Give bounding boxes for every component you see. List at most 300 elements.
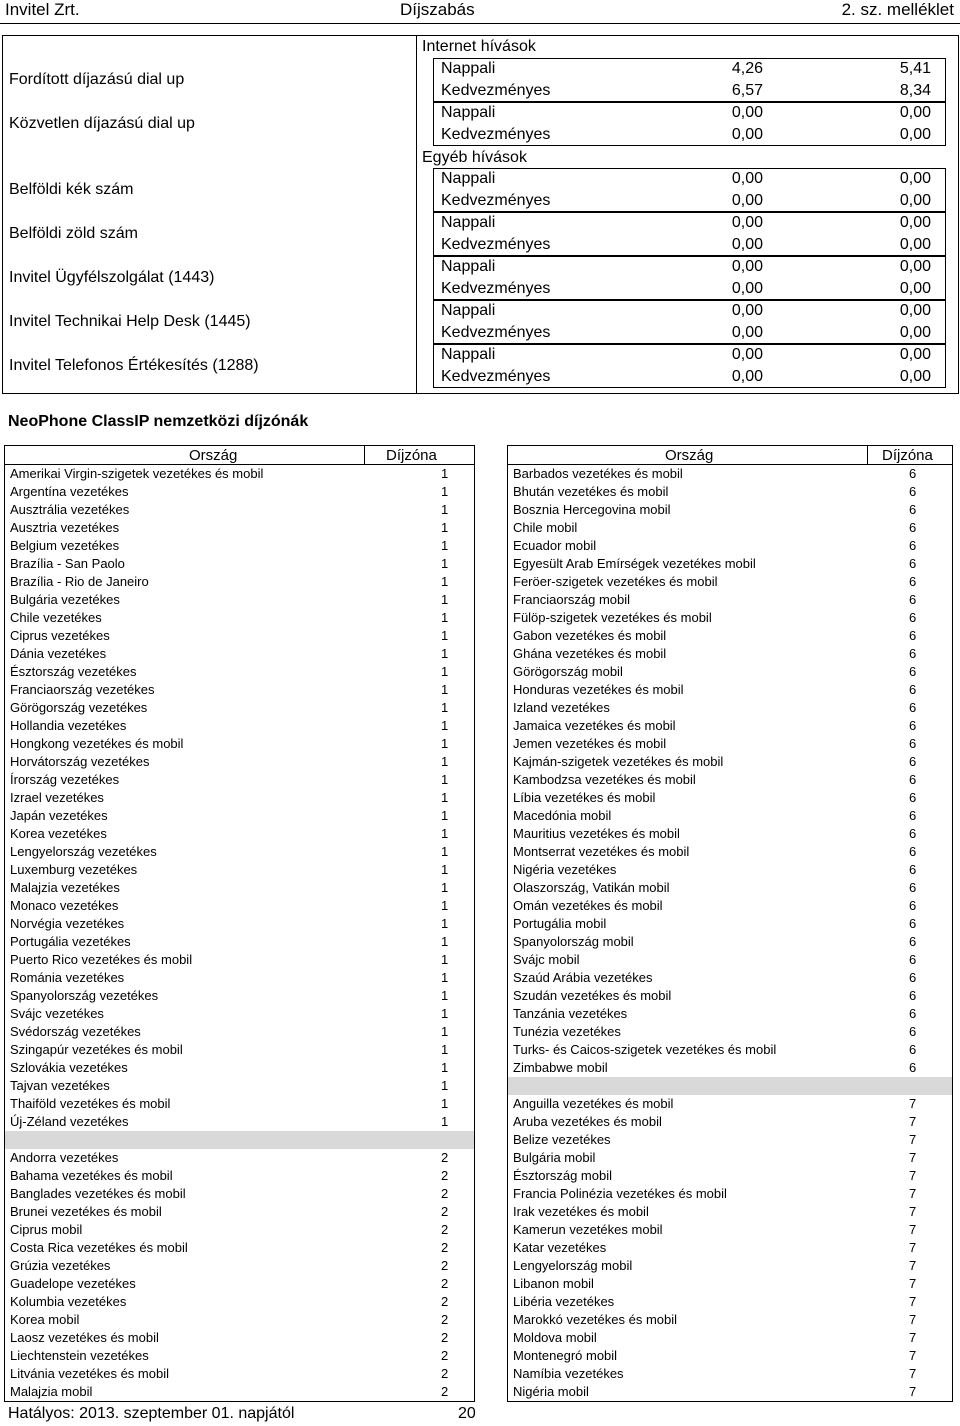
pricing-group-label: Belföldi kék szám (9, 181, 134, 198)
zone-cell: 6 (909, 520, 917, 535)
table-row (508, 1167, 952, 1185)
zone-cell: 2 (441, 1240, 449, 1255)
table-row (5, 1005, 474, 1023)
zone-cell: 6 (909, 952, 917, 967)
table-row (508, 537, 952, 555)
zone-cell: 1 (441, 754, 449, 769)
rate-value-net: 0,00 (731, 324, 763, 341)
country-cell: Honduras vezetékes és mobil (513, 682, 684, 697)
table-row (508, 1347, 952, 1365)
table-row (508, 1311, 952, 1329)
table-row (508, 609, 952, 627)
zone-cell: 1 (441, 682, 449, 697)
country-cell: Kamerun vezetékes mobil (513, 1222, 663, 1237)
zone-cell: 6 (909, 556, 917, 571)
country-cell: Spanyolország mobil (513, 934, 634, 949)
zone-cell: 6 (909, 772, 917, 787)
table-row (5, 753, 474, 771)
zone-cell: 7 (909, 1366, 917, 1381)
table-row (5, 717, 474, 735)
table-row (5, 1329, 474, 1347)
table-row (508, 1365, 952, 1383)
country-cell: Bhután vezetékes és mobil (513, 484, 669, 499)
zone-cell: 1 (441, 898, 449, 913)
country-cell: Jamaica vezetékes és mobil (513, 718, 676, 733)
zone-table-left (4, 445, 475, 1402)
country-cell: Szlovákia vezetékes (10, 1060, 128, 1075)
country-cell: Svájc vezetékes (10, 1006, 104, 1021)
zone-cell: 6 (909, 1060, 917, 1075)
pricing-row (433, 278, 953, 300)
rate-value-gross: 0,00 (899, 192, 931, 209)
table-row (508, 789, 952, 807)
zone-cell: 6 (909, 538, 917, 553)
zone-cell: 1 (441, 1006, 449, 1021)
table-row (5, 1149, 474, 1167)
zone-cell: 1 (441, 466, 449, 481)
zone-cell: 6 (909, 610, 917, 625)
table-row (508, 717, 952, 735)
effective-date: Hatályos: 2013. szeptember 01. napjától (8, 1405, 295, 1422)
rate-value-net: 0,00 (731, 368, 763, 385)
zone-cell: 1 (441, 934, 449, 949)
country-cell: Szudán vezetékes és mobil (513, 988, 672, 1003)
pricing-row (433, 344, 953, 366)
zone-cell: 7 (909, 1312, 917, 1327)
table-row (508, 753, 952, 771)
table-row (508, 915, 952, 933)
rate-value-gross: 0,00 (899, 324, 931, 341)
zone-cell: 2 (441, 1384, 449, 1399)
pricing-group-label: Belföldi zöld szám (9, 225, 138, 242)
zone-cell: 6 (909, 808, 917, 823)
table-row (508, 663, 952, 681)
rate-value-net: 0,00 (731, 302, 763, 319)
rate-value-gross: 0,00 (899, 126, 931, 143)
table-row (5, 483, 474, 501)
country-cell: Líbia vezetékes és mobil (513, 790, 656, 805)
zone-cell: 1 (441, 880, 449, 895)
table-row (508, 1329, 952, 1347)
table-row (508, 1095, 952, 1113)
country-cell: Franciaország vezetékes (10, 682, 155, 697)
country-cell: Bahama vezetékes és mobil (10, 1168, 173, 1183)
zone-cell: 6 (909, 988, 917, 1003)
country-cell: Gabon vezetékes és mobil (513, 628, 667, 643)
pricing-group-label: Fordított díjazású dial up (9, 71, 185, 88)
country-cell: Grúzia vezetékes (10, 1258, 111, 1273)
table-row (5, 681, 474, 699)
table-row (5, 1365, 474, 1383)
country-cell: Ciprus vezetékes (10, 628, 110, 643)
rate-type: Kedvezményes (441, 324, 551, 341)
zone-cell: 7 (909, 1222, 917, 1237)
table-row (508, 1239, 952, 1257)
country-cell: Feröer-szigetek vezetékes és mobil (513, 574, 718, 589)
country-cell: Laosz vezetékes és mobil (10, 1330, 159, 1345)
zone-table-right (507, 445, 953, 1402)
zone-cell: 7 (909, 1258, 917, 1273)
country-cell: Ecuador mobil (513, 538, 597, 553)
country-cell: Aruba vezetékes és mobil (513, 1114, 662, 1129)
country-cell: Svájc mobil (513, 952, 580, 967)
country-cell: Andorra vezetékes (10, 1150, 119, 1165)
country-cell: Spanyolország vezetékes (10, 988, 159, 1003)
table-row (508, 1131, 952, 1149)
country-cell: Kambodzsa vezetékes és mobil (513, 772, 696, 787)
zone-cell: 1 (441, 1078, 449, 1093)
zone-cell: 7 (909, 1240, 917, 1255)
zone-cell: 1 (441, 1114, 449, 1129)
zone-cell: 2 (441, 1150, 449, 1165)
country-cell: Katar vezetékes (513, 1240, 607, 1255)
zone-cell: 2 (441, 1348, 449, 1363)
table-row (5, 609, 474, 627)
table-row (5, 915, 474, 933)
table-row (508, 933, 952, 951)
table-row (508, 951, 952, 969)
pricing-row (433, 80, 953, 102)
pricing-row (433, 322, 953, 344)
zone-cell: 1 (441, 592, 449, 607)
country-cell: Banglades vezetékes és mobil (10, 1186, 186, 1201)
country-cell: Luxemburg vezetékes (10, 862, 138, 877)
zone-cell: 6 (909, 754, 917, 769)
zone-cell: 6 (909, 646, 917, 661)
zone-cell: 1 (441, 520, 449, 535)
country-cell: Izrael vezetékes (10, 790, 104, 805)
table-row (508, 465, 952, 483)
country-cell: Costa Rica vezetékes és mobil (10, 1240, 188, 1255)
rate-value-net: 0,00 (731, 258, 763, 275)
pricing-group-label: Invitel Ügyfélszolgálat (1443) (9, 269, 215, 286)
country-cell: Tanzánia vezetékes (513, 1006, 628, 1021)
zone-cell: 1 (441, 1096, 449, 1111)
table-row (5, 1167, 474, 1185)
country-cell: Zimbabwe mobil (513, 1060, 608, 1075)
table-row (5, 627, 474, 645)
table-row (5, 465, 474, 483)
country-cell: Lengyelország vezetékes (10, 844, 157, 859)
table-row (508, 969, 952, 987)
zone-cell: 1 (441, 826, 449, 841)
table-row (508, 1149, 952, 1167)
rate-type: Kedvezményes (441, 126, 551, 143)
rate-type: Nappali (441, 104, 496, 121)
country-cell: Svédország vezetékes (10, 1024, 141, 1039)
country-cell: Brazília - San Paolo (10, 556, 125, 571)
zone-cell: 7 (909, 1150, 917, 1165)
country-cell: Irak vezetékes és mobil (513, 1204, 649, 1219)
document-title: Díjszabás (400, 0, 475, 19)
zone-cell: 7 (909, 1276, 917, 1291)
country-cell: Argentína vezetékes (10, 484, 129, 499)
pricing-row (433, 168, 953, 190)
country-cell: Korea mobil (10, 1312, 80, 1327)
country-cell: Olaszország, Vatikán mobil (513, 880, 670, 895)
col-zone-header: Díjzóna (386, 447, 437, 464)
country-cell: Izland vezetékes (513, 700, 610, 715)
table-row (5, 573, 474, 591)
page-number: 20 (458, 1405, 476, 1422)
table-row (508, 681, 952, 699)
rate-value-gross: 0,00 (899, 368, 931, 385)
zone-cell: 6 (909, 844, 917, 859)
country-cell: Belgium vezetékes (10, 538, 120, 553)
country-cell: Románia vezetékes (10, 970, 125, 985)
zone-cell: 1 (441, 502, 449, 517)
country-cell: Omán vezetékes és mobil (513, 898, 663, 913)
zone-cell: 6 (909, 970, 917, 985)
country-cell: Ausztria vezetékes (10, 520, 120, 535)
zone-cell: 1 (441, 1060, 449, 1075)
pricing-row (433, 366, 953, 388)
country-cell: Moldova mobil (513, 1330, 597, 1345)
table-row (5, 663, 474, 681)
table-row (5, 1041, 474, 1059)
table-row (5, 789, 474, 807)
table-row (508, 1059, 952, 1077)
zone-cell: 6 (909, 466, 917, 481)
zone-cell: 1 (441, 700, 449, 715)
zone-cell: 1 (441, 538, 449, 553)
table-row (508, 879, 952, 897)
zone-cell: 7 (909, 1348, 917, 1363)
table-row (508, 483, 952, 501)
page-footer (8, 1405, 958, 1425)
zone-cell: 2 (441, 1258, 449, 1273)
table-row (5, 1023, 474, 1041)
country-cell: Anguilla vezetékes és mobil (513, 1096, 674, 1111)
zone-cell: 1 (441, 628, 449, 643)
rate-value-gross: 0,00 (899, 302, 931, 319)
table-row (508, 1383, 952, 1401)
zone-cell: 1 (441, 844, 449, 859)
table-row (5, 969, 474, 987)
country-cell: Brunei vezetékes és mobil (10, 1204, 162, 1219)
country-cell: Macedónia mobil (513, 808, 612, 823)
table-row (508, 1005, 952, 1023)
country-cell: Lengyelország mobil (513, 1258, 633, 1273)
table-row (508, 843, 952, 861)
zone-cell: 2 (441, 1168, 449, 1183)
table-row (508, 501, 952, 519)
country-cell: Puerto Rico vezetékes és mobil (10, 952, 193, 967)
rate-type: Nappali (441, 60, 496, 77)
rate-type: Kedvezményes (441, 280, 551, 297)
zone-cell: 6 (909, 1024, 917, 1039)
zone-cell: 6 (909, 790, 917, 805)
table-row (5, 1077, 474, 1095)
table-row (508, 825, 952, 843)
country-cell: Új-Zéland vezetékes (10, 1114, 129, 1129)
rate-value-gross: 5,41 (899, 60, 931, 77)
separator-row (508, 1077, 952, 1095)
table-header (507, 445, 953, 465)
rate-value-net: 0,00 (731, 236, 763, 253)
table-row (508, 1113, 952, 1131)
rate-type: Nappali (441, 258, 496, 275)
table-body (4, 465, 475, 1402)
country-cell: Francia Polinézia vezetékes és mobil (513, 1186, 727, 1201)
country-cell: Mauritius vezetékes és mobil (513, 826, 680, 841)
zone-cell: 6 (909, 934, 917, 949)
country-cell: Jemen vezetékes és mobil (513, 736, 667, 751)
rate-value-gross: 0,00 (899, 104, 931, 121)
zone-cell: 6 (909, 880, 917, 895)
pricing-table (2, 35, 959, 394)
table-row (508, 519, 952, 537)
pricing-row (433, 256, 953, 278)
table-row (508, 555, 952, 573)
country-cell: Japán vezetékes (10, 808, 108, 823)
zone-cell: 1 (441, 790, 449, 805)
rate-type: Kedvezményes (441, 368, 551, 385)
country-cell: Hollandia vezetékes (10, 718, 127, 733)
table-row (5, 807, 474, 825)
country-cell: Portugália vezetékes (10, 934, 131, 949)
zone-cell: 1 (441, 556, 449, 571)
rate-type: Nappali (441, 302, 496, 319)
country-cell: Norvégia vezetékes (10, 916, 125, 931)
rate-type: Kedvezményes (441, 82, 551, 99)
zone-cell: 6 (909, 916, 917, 931)
company-name: Invitel Zrt. (5, 0, 80, 19)
country-cell: Chile vezetékes (10, 610, 102, 625)
zone-cell: 2 (441, 1330, 449, 1345)
pricing-row (433, 300, 953, 322)
zone-cell: 1 (441, 718, 449, 733)
zone-cell: 1 (441, 646, 449, 661)
zone-cell: 1 (441, 1042, 449, 1057)
country-cell: Portugália mobil (513, 916, 607, 931)
col-country-header: Ország (665, 447, 714, 464)
table-row (508, 645, 952, 663)
annex-label: 2. sz. melléklet (841, 0, 954, 19)
country-cell: Namíbia vezetékes (513, 1366, 624, 1381)
zone-cell: 7 (909, 1384, 917, 1399)
table-row (5, 1203, 474, 1221)
rate-value-net: 0,00 (731, 280, 763, 297)
country-cell: Libéria vezetékes (513, 1294, 615, 1309)
table-row (5, 735, 474, 753)
pricing-row (433, 102, 953, 124)
country-cell: Tunézia vezetékes (513, 1024, 621, 1039)
pricing-group-label: Invitel Telefonos Értékesítés (1288) (9, 357, 259, 374)
table-row (508, 807, 952, 825)
table-row (508, 1203, 952, 1221)
zone-cell: 1 (441, 664, 449, 679)
internet-section-title: Internet hívások (422, 38, 536, 55)
rate-type: Kedvezményes (441, 236, 551, 253)
country-cell: Szaúd Arábia vezetékes (513, 970, 653, 985)
country-cell: Chile mobil (513, 520, 578, 535)
country-cell: Turks- és Caicos-szigetek vezetékes és mobil (513, 1042, 777, 1057)
rate-type: Nappali (441, 170, 496, 187)
country-cell: Görögország mobil (513, 664, 623, 679)
country-cell: Görögország vezetékes (10, 700, 148, 715)
table-row (508, 1275, 952, 1293)
country-cell: Guadelope vezetékes (10, 1276, 136, 1291)
table-row (508, 627, 952, 645)
country-cell: Thaiföld vezetékes és mobil (10, 1096, 171, 1111)
pricing-row (433, 190, 953, 212)
table-row (508, 1041, 952, 1059)
pricing-row (433, 234, 953, 256)
rate-value-gross: 8,34 (899, 82, 931, 99)
zone-cell: 1 (441, 970, 449, 985)
zone-cell: 6 (909, 826, 917, 841)
table-row (508, 897, 952, 915)
table-row (5, 879, 474, 897)
zone-cell: 6 (909, 898, 917, 913)
country-cell: Kajmán-szigetek vezetékes és mobil (513, 754, 724, 769)
zone-cell: 1 (441, 772, 449, 787)
zone-cell: 6 (909, 700, 917, 715)
country-cell: Franciaország mobil (513, 592, 631, 607)
header-rule (0, 23, 960, 24)
zone-cell: 6 (909, 574, 917, 589)
country-cell: Tajvan vezetékes (10, 1078, 110, 1093)
table-row (508, 1221, 952, 1239)
country-cell: Nigéria vezetékes (513, 862, 617, 877)
rate-value-gross: 0,00 (899, 236, 931, 253)
zone-cell: 6 (909, 1042, 917, 1057)
table-row (5, 771, 474, 789)
table-row (5, 1257, 474, 1275)
rate-value-net: 0,00 (731, 346, 763, 363)
table-row (508, 771, 952, 789)
zone-cell: 7 (909, 1114, 917, 1129)
table-row (5, 1383, 474, 1401)
country-cell: Amerikai Virgin-szigetek vezetékes és mobil (10, 466, 264, 481)
zone-cell: 2 (441, 1204, 449, 1219)
zone-cell: 2 (441, 1294, 449, 1309)
zone-cell: 7 (909, 1186, 917, 1201)
table-row (508, 1257, 952, 1275)
table-row (5, 1095, 474, 1113)
country-cell: Bulgária vezetékes (10, 592, 120, 607)
rate-type: Nappali (441, 214, 496, 231)
zone-cell: 1 (441, 862, 449, 877)
table-row (5, 987, 474, 1005)
country-cell: Ghána vezetékes és mobil (513, 646, 667, 661)
country-cell: Malajzia vezetékes (10, 880, 120, 895)
table-row (5, 1221, 474, 1239)
zone-cell: 1 (441, 610, 449, 625)
country-cell: Korea vezetékes (10, 826, 107, 841)
zone-cell: 1 (441, 916, 449, 931)
zone-cell: 7 (909, 1132, 917, 1147)
zone-cell: 7 (909, 1330, 917, 1345)
table-row (5, 699, 474, 717)
pricing-group-label: Közvetlen díjazású dial up (9, 115, 195, 132)
country-cell: Libanon mobil (513, 1276, 594, 1291)
zone-cell: 6 (909, 862, 917, 877)
country-cell: Brazília - Rio de Janeiro (10, 574, 149, 589)
pricing-row (433, 124, 953, 146)
rate-value-gross: 0,00 (899, 214, 931, 231)
zone-cell: 7 (909, 1204, 917, 1219)
country-cell: Marokkó vezetékes és mobil (513, 1312, 678, 1327)
table-row (508, 1293, 952, 1311)
country-cell: Ciprus mobil (10, 1222, 83, 1237)
table-row (5, 825, 474, 843)
pricing-divider (416, 36, 417, 393)
country-cell: Malajzia mobil (10, 1384, 93, 1399)
table-row (508, 699, 952, 717)
zone-cell: 2 (441, 1276, 449, 1291)
